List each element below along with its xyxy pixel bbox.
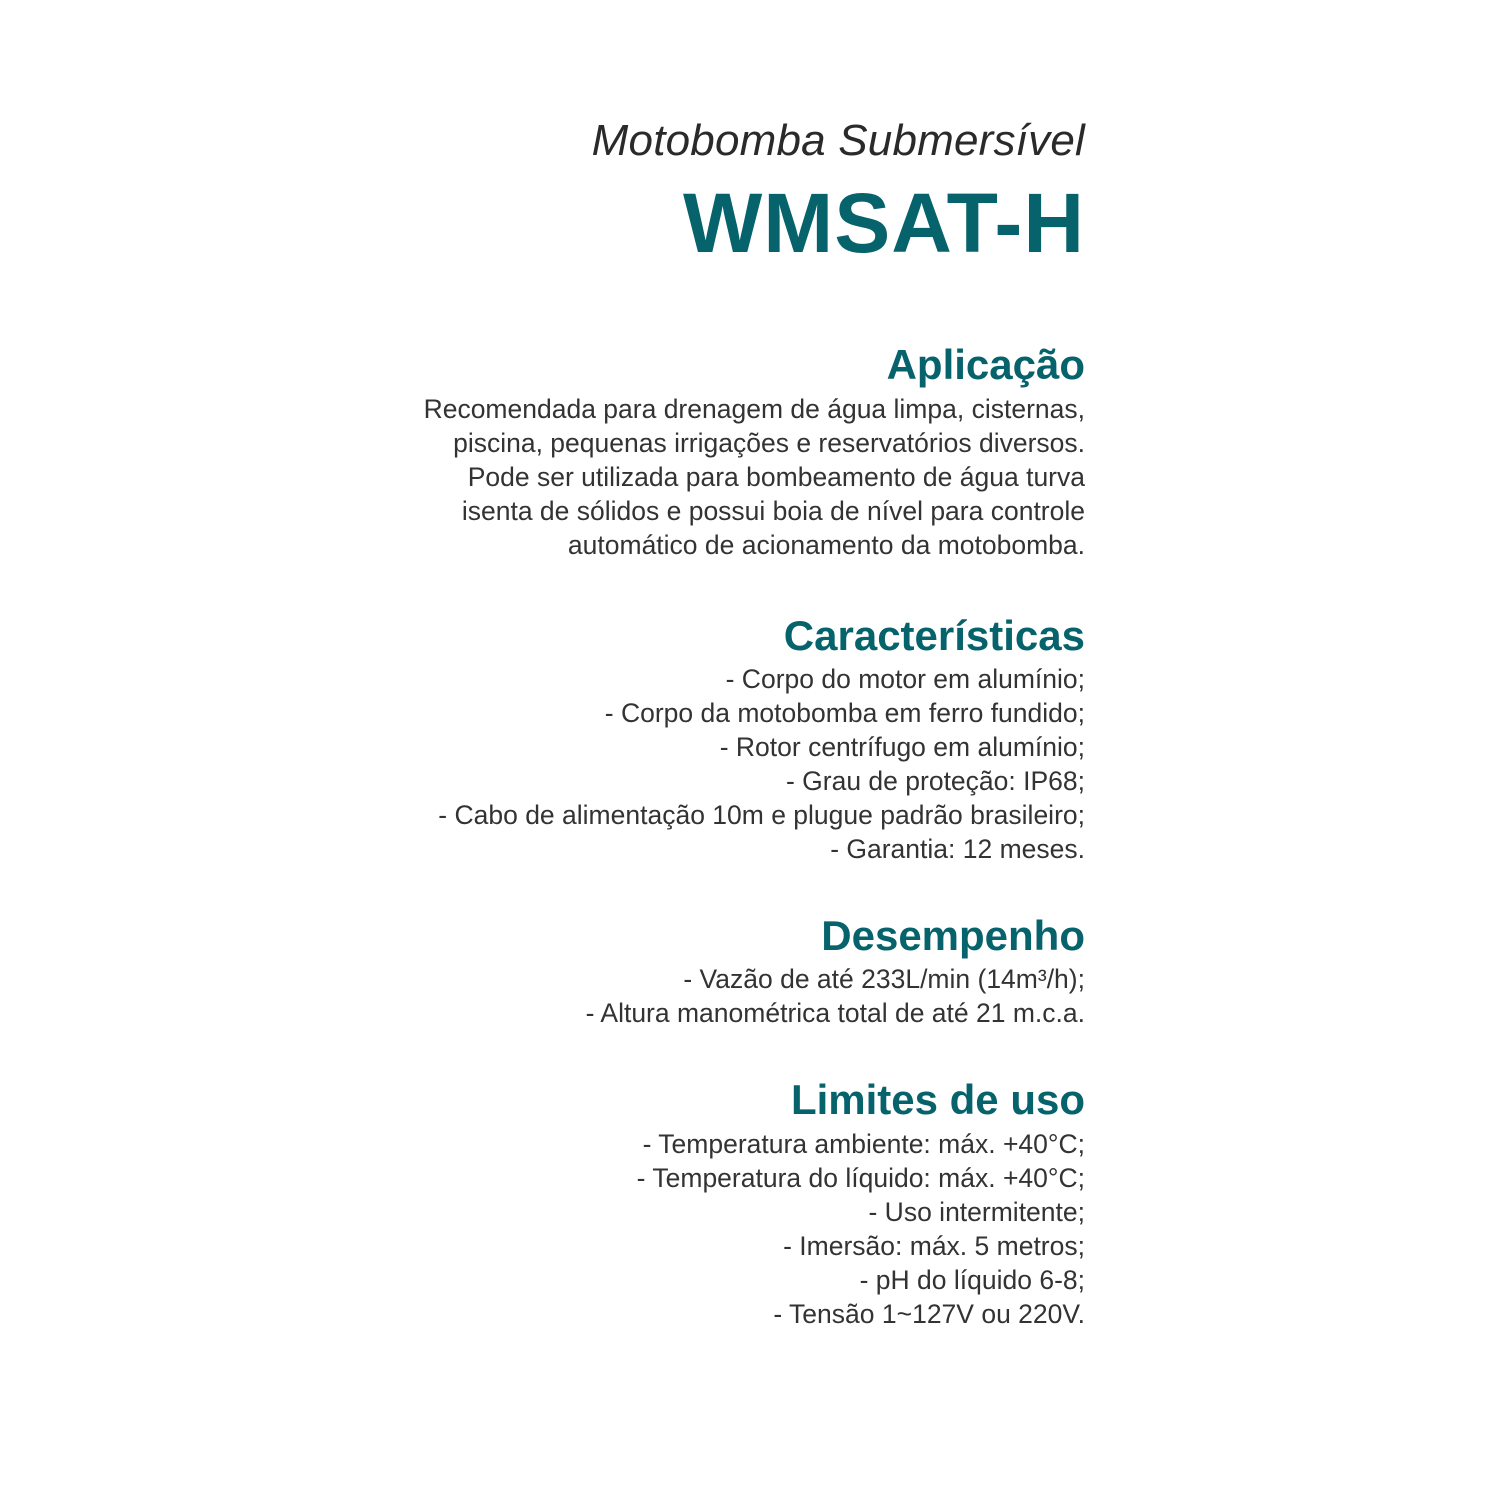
body-line: isenta de sólidos e possui boia de nível para controle xyxy=(461,495,1085,526)
section-caracteristicas xyxy=(300,612,1085,866)
section-limites-de-uso xyxy=(300,1076,1085,1330)
body-line: piscina, pequenas irrigações e reservatórios diversos. xyxy=(453,427,1085,458)
product-subtitle: Motobomba Submersível xyxy=(591,116,1085,165)
list-item: - pH do líquido 6-8; xyxy=(859,1264,1085,1295)
list-item: - Grau de proteção: IP68; xyxy=(785,765,1085,796)
section-desempenho xyxy=(300,912,1085,1030)
list-item: - Temperatura do líquido: máx. +40°C; xyxy=(636,1162,1085,1193)
spec-column xyxy=(300,112,1085,1331)
list-item: - Corpo da motobomba em ferro fundido; xyxy=(604,697,1085,728)
list-item: - Garantia: 12 meses. xyxy=(830,833,1085,864)
section-aplicacao xyxy=(300,341,1085,561)
list-item: - Imersão: máx. 5 metros; xyxy=(783,1230,1085,1261)
list-item: - Cabo de alimentação 10m e plugue padrão brasileiro; xyxy=(438,799,1085,830)
body-line: automático de acionamento da motobomba. xyxy=(567,529,1085,560)
list-item: - Altura manométrica total de até 21 m.c.a. xyxy=(585,998,1085,1029)
list-item: - Tensão 1~127V ou 220V. xyxy=(773,1298,1085,1329)
list-item: - Uso intermitente; xyxy=(868,1196,1085,1227)
list-item: - Vazão de até 233L/min (14m³/h); xyxy=(683,964,1085,995)
section-heading: Características xyxy=(783,611,1085,659)
section-heading: Aplicação xyxy=(886,341,1085,389)
product-title: WMSAT-H xyxy=(682,176,1085,271)
body-line: Pode ser utilizada para bombeamento de água turva xyxy=(467,461,1085,492)
body-line: Recomendada para drenagem de água limpa, cisternas, xyxy=(423,393,1085,424)
section-heading: Limites de uso xyxy=(790,1076,1085,1124)
list-item: - Temperatura ambiente: máx. +40°C; xyxy=(642,1128,1085,1159)
list-item: - Rotor centrífugo em alumínio; xyxy=(719,731,1085,762)
list-item: - Corpo do motor em alumínio; xyxy=(725,663,1085,694)
section-heading: Desempenho xyxy=(821,911,1085,959)
